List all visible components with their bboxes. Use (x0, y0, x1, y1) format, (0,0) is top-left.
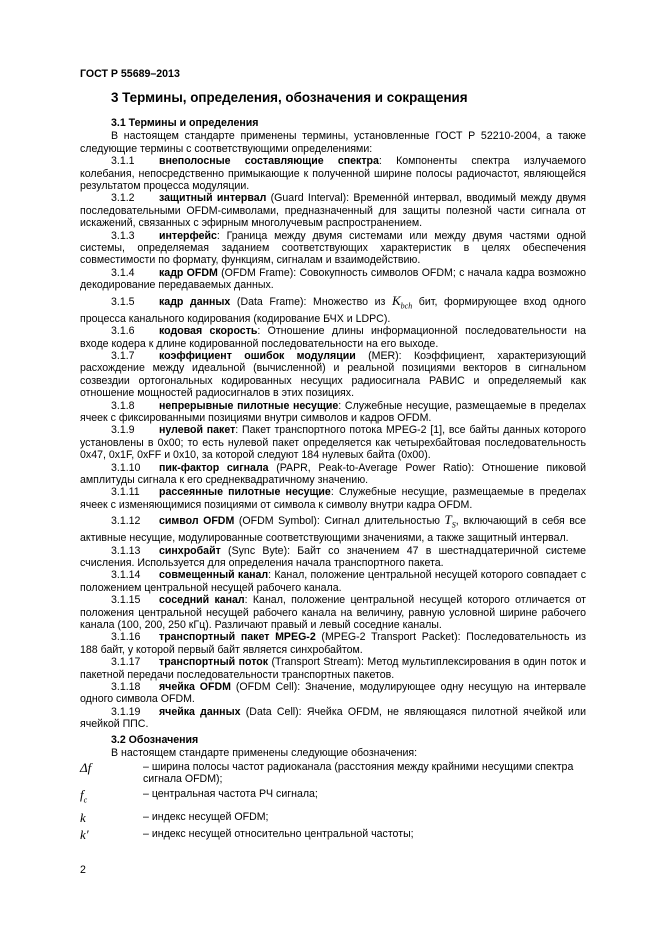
symbol (80, 828, 143, 842)
term-name: внеполосные составляющие спектра (159, 155, 379, 168)
term-paragraph (80, 400, 586, 425)
term-definition: (Data Cell): Ячейка OFDM, не являющаяся пилотной ячейкой или ячейкой ППС. (80, 705, 587, 731)
term-name: символ OFDM (159, 515, 235, 528)
term-number: 3.1.12 (111, 515, 141, 528)
variable-symbol: T (444, 512, 452, 528)
symbol (80, 788, 143, 808)
term-number: 3.1.19 (111, 705, 141, 718)
term-name: кадр данных (159, 295, 231, 308)
symbol-row (80, 788, 586, 808)
symbol-letter: Δf (80, 759, 92, 775)
term-paragraph (80, 192, 586, 229)
term-paragraph (80, 569, 586, 594)
variable-subscript: S (451, 520, 456, 530)
symbols-intro-paragraph: В настоящем стандарте применены следующие обозначения: (111, 747, 418, 760)
terms-intro-paragraph: В настоящем стандарте применены термины, установленные ГОСТ Р 52210-2004, а также следующие термины с соответствующими определениями: (80, 130, 586, 155)
page-number: 2 (80, 864, 86, 876)
term-definition: (MPEG-2 Transport Packet): Последовательность из 188 байт, у которой первый байт является синхробайтом. (80, 631, 586, 656)
term-name: интерфейс (159, 229, 217, 242)
symbols-list (80, 761, 586, 842)
symbol-letter: k (80, 809, 86, 825)
term-number: 3.1.18 (111, 681, 141, 694)
term-definition: (OFDM Frame): Совокупность символов OFDM; с начала кадра возможно декодирование передаваемых данных. (80, 266, 586, 292)
term-paragraph (80, 545, 586, 570)
variable-subscript: bch (400, 301, 413, 311)
term-definition: (Sync Byte): Байт со значением 47 в шестнадцатеричной системе счисления. Используется для определения начала транспортного пакета. (80, 544, 586, 569)
term-name: синхробайт (159, 544, 221, 557)
term-paragraph (80, 325, 586, 350)
term-name: транспортный поток (159, 656, 269, 669)
term-definition: (OFDM Cell): Значение, модулирующее одну несущую на интервале одного символа OFDM. (80, 681, 586, 706)
term-definition: : Пакет транспортного потока MPEG-2 [1], все байты данных которого установлены в 0x00; то есть нулевой пакет определяется как четырехбайтовая последовательность 0x47, 0x1F, 0xFF и 0x10, за которой следуют 184 нулевых байта (0x00). (80, 424, 586, 462)
term-definition: бит, формирующее вход одного процесса канального кодирования (кодирование БЧХ и LDPC). (80, 295, 587, 325)
symbol-subscript: c (83, 795, 88, 805)
term-name: кодовая скорость (159, 325, 258, 338)
term-paragraph (80, 514, 586, 544)
term-paragraph (80, 230, 586, 267)
term-number: 3.1.4 (111, 266, 135, 279)
term-paragraph (80, 594, 586, 631)
document-code: ГОСТ Р 55689–2013 (80, 68, 180, 80)
term-paragraph (80, 424, 586, 461)
term-definition: : Канал, положение центральной несущей которого отличается от положения центральной несущей рабочего канала на величину, равную условной ширине рабочего канала (100, 200, 250 кГц). Различают правый и левый соседние каналы. (80, 594, 586, 632)
formula-variable (444, 512, 456, 530)
term-name: рассеянные пилотные несущие (159, 486, 331, 499)
term-paragraph (80, 462, 586, 487)
document-body (80, 117, 586, 845)
term-name: транспортный пакет MPEG-2 (159, 631, 316, 644)
symbol-definition: – центральная частота РЧ сигнала; (143, 788, 318, 801)
term-number: 3.1.1 (111, 155, 135, 168)
term-definition: : Граница между двумя системами или между двумя частями одной системы, определяемая заданием соответствующих характеристик в целях обеспечения совместимости по формату, функциям, сигналам и взаимодействию. (80, 229, 586, 267)
symbol-letter: k′ (80, 826, 89, 842)
term-paragraph (80, 292, 587, 325)
term-number: 3.1.2 (111, 192, 135, 205)
term-number: 3.1.5 (111, 295, 135, 308)
term-definition: (PAPR, Peak-to-Average Power Ratio): Отношение пиковой амплитуды сигнала к его среднеквадратичному значению. (80, 461, 586, 486)
symbol-row (80, 761, 586, 786)
term-number: 3.1.16 (111, 631, 141, 644)
term-number: 3.1.17 (111, 656, 141, 669)
symbol-definition: – индекс несущей OFDM; (143, 810, 269, 823)
section-title: 3 Термины, определения, обозначения и сокращения (111, 90, 468, 105)
symbol-row (80, 811, 586, 825)
term-definition: (Guard Interval): Временно́й интервал, вводимый между двумя последовательными OFDM-символами, предназначенный для защиты полезной части сигнала от искажений, связанных с эфирным многолучевым распространением. (80, 192, 586, 230)
term-number: 3.1.15 (111, 594, 141, 607)
subsection-title-terms: 3.1 Термины и определения (111, 117, 259, 129)
term-definition: (MER): Коэффициент, характеризующий расхождение между идеальной (вычисленной) и реальной позициями векторов в сигнальном созвездии ортогональных кодированных несущих радиосигнала РАВИС и определяемый как отношение мощностей радиосигналов в этих позициях. (80, 349, 587, 400)
variable-symbol: K (391, 292, 401, 308)
term-number: 3.1.10 (111, 461, 141, 474)
term-name: нулевой пакет (159, 424, 236, 437)
term-paragraph (80, 155, 586, 192)
term-number: 3.1.9 (111, 424, 135, 437)
symbol-letter: f (80, 787, 84, 803)
term-paragraph (80, 706, 586, 731)
term-definition: (Transport Stream): Метод мультиплексирования в один поток и пакетной передачи последовательности транспортных пакетов. (80, 656, 586, 681)
term-paragraph (80, 681, 586, 706)
symbol (80, 811, 143, 825)
term-paragraph (80, 350, 586, 400)
term-number: 3.1.13 (111, 544, 141, 557)
term-definition: : Служебные несущие, размещаемые в пределах ячеек с фиксированными позициями внутри символов и кадров OFDM. (80, 399, 586, 424)
term-name: коэффициент ошибок модуляции (159, 349, 356, 362)
term-name: кадр OFDM (159, 266, 218, 279)
symbol-definition: – ширина полосы частот радиоканала (расстояния между крайними несущими спектра сигнала OFDM); (143, 760, 574, 785)
term-number: 3.1.11 (111, 486, 140, 499)
symbol (80, 761, 143, 786)
term-name: непрерывные пилотные несущие (159, 399, 339, 412)
term-name: пик-фактор сигнала (159, 461, 269, 474)
term-paragraph (80, 631, 586, 656)
term-definition: (Data Frame): Множество из (230, 295, 392, 308)
term-number: 3.1.3 (111, 229, 135, 242)
term-name: совмещенный канал (159, 569, 269, 582)
term-paragraph (80, 267, 586, 292)
term-number: 3.1.7 (111, 349, 135, 362)
terms-list (80, 155, 586, 730)
term-number: 3.1.6 (111, 325, 135, 338)
term-definition: (OFDM Symbol): Сигнал длительностью (234, 515, 445, 528)
term-name: соседний канал (159, 594, 245, 607)
term-definition: : Отношение длины информационной последовательности на входе кодера к длине кодированной последовательности на его выходе. (80, 325, 586, 350)
term-name: ячейка OFDM (159, 681, 231, 694)
term-definition: : Канал, положение центральной несущей которого совпадает с положением центральной несущей рабочего канала. (80, 569, 586, 594)
term-number: 3.1.14 (111, 569, 141, 582)
subsection-title-symbols: 3.2 Обозначения (111, 733, 199, 746)
term-name: ячейка данных (159, 705, 241, 718)
symbol-row (80, 828, 586, 842)
term-paragraph (80, 486, 586, 511)
term-definition: , включающий в себя все активные несущие, модулированные соответствующими значениями, а также защитный интервал. (80, 515, 586, 545)
term-definition: : Компоненты спектра излучаемого колебания, непосредственно примыкающие к полученной ширине полосы радиочастот, являющейся результатом процесса модуляции. (80, 155, 586, 193)
term-name: защитный интервал (159, 192, 267, 205)
term-number: 3.1.8 (111, 399, 135, 412)
term-definition: : Служебные несущие, размещаемые в пределах ячеек с изменяющимися позициями от символа к символу внутри кадра OFDM. (80, 486, 586, 511)
formula-variable (391, 292, 413, 311)
term-paragraph (80, 656, 586, 681)
symbol-definition: – индекс несущей относительно центральной частоты; (143, 827, 414, 840)
